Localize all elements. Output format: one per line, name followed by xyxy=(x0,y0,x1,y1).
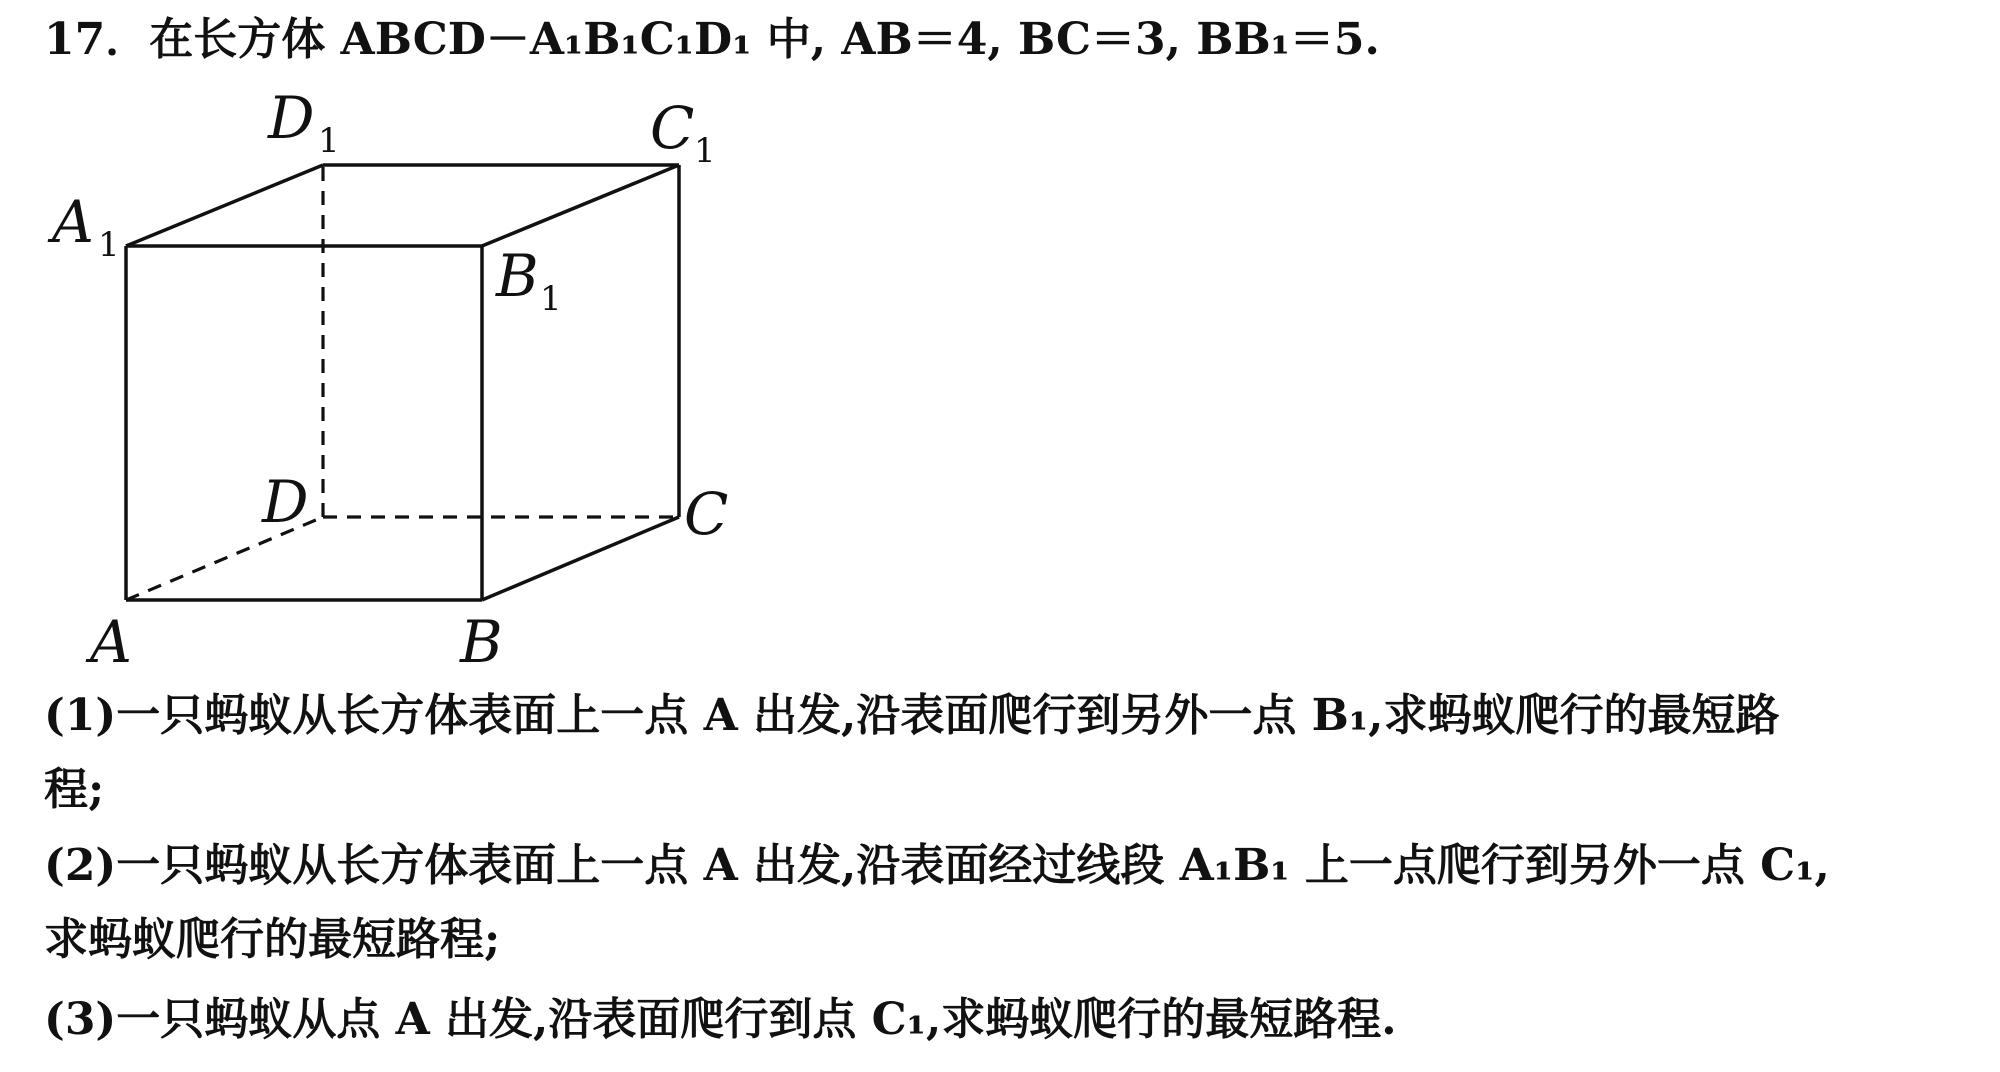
label-B1: B xyxy=(496,242,539,310)
edge-B1C1 xyxy=(482,165,679,246)
label-B1-sub: 1 xyxy=(540,279,562,319)
label-A1-sub: 1 xyxy=(98,225,120,265)
question-1-line-1: (1)一只蚂蚁从长方体表面上一点 A 出发,沿表面爬行到另外一点 B₁,求蚂蚁爬行的最短路 xyxy=(44,690,1780,741)
problem-number: 17． xyxy=(44,14,150,65)
question-2-line-2: 求蚂蚁爬行的最短路程; xyxy=(44,914,501,965)
question-1-line-2: 程; xyxy=(44,764,105,815)
question-3-line-1: (3)一只蚂蚁从点 A 出发,沿表面爬行到点 C₁,求蚂蚁爬行的最短路程. xyxy=(44,994,1397,1045)
question-2-line-1: (2)一只蚂蚁从长方体表面上一点 A 出发,沿表面经过线段 A₁B₁ 上一点爬行到另外一点 C₁, xyxy=(44,840,1830,891)
label-C1-sub: 1 xyxy=(694,131,716,171)
solid-edges xyxy=(126,165,679,600)
label-D1-sub: 1 xyxy=(318,121,340,161)
label-C: C xyxy=(684,480,729,548)
edge-A1D1 xyxy=(126,165,323,246)
label-A1: A xyxy=(52,188,94,256)
label-D: D xyxy=(262,468,309,536)
hidden-edges xyxy=(126,165,679,600)
edge-BC xyxy=(482,517,679,600)
label-B: B xyxy=(460,608,503,676)
label-A: A xyxy=(90,608,132,676)
problem-text: 在长方体 ABCD－A₁B₁C₁D₁ 中, AB＝4, BC＝3, BB₁＝5. xyxy=(149,14,1380,65)
label-C1: C xyxy=(650,94,695,162)
label-D1: D xyxy=(268,84,315,152)
